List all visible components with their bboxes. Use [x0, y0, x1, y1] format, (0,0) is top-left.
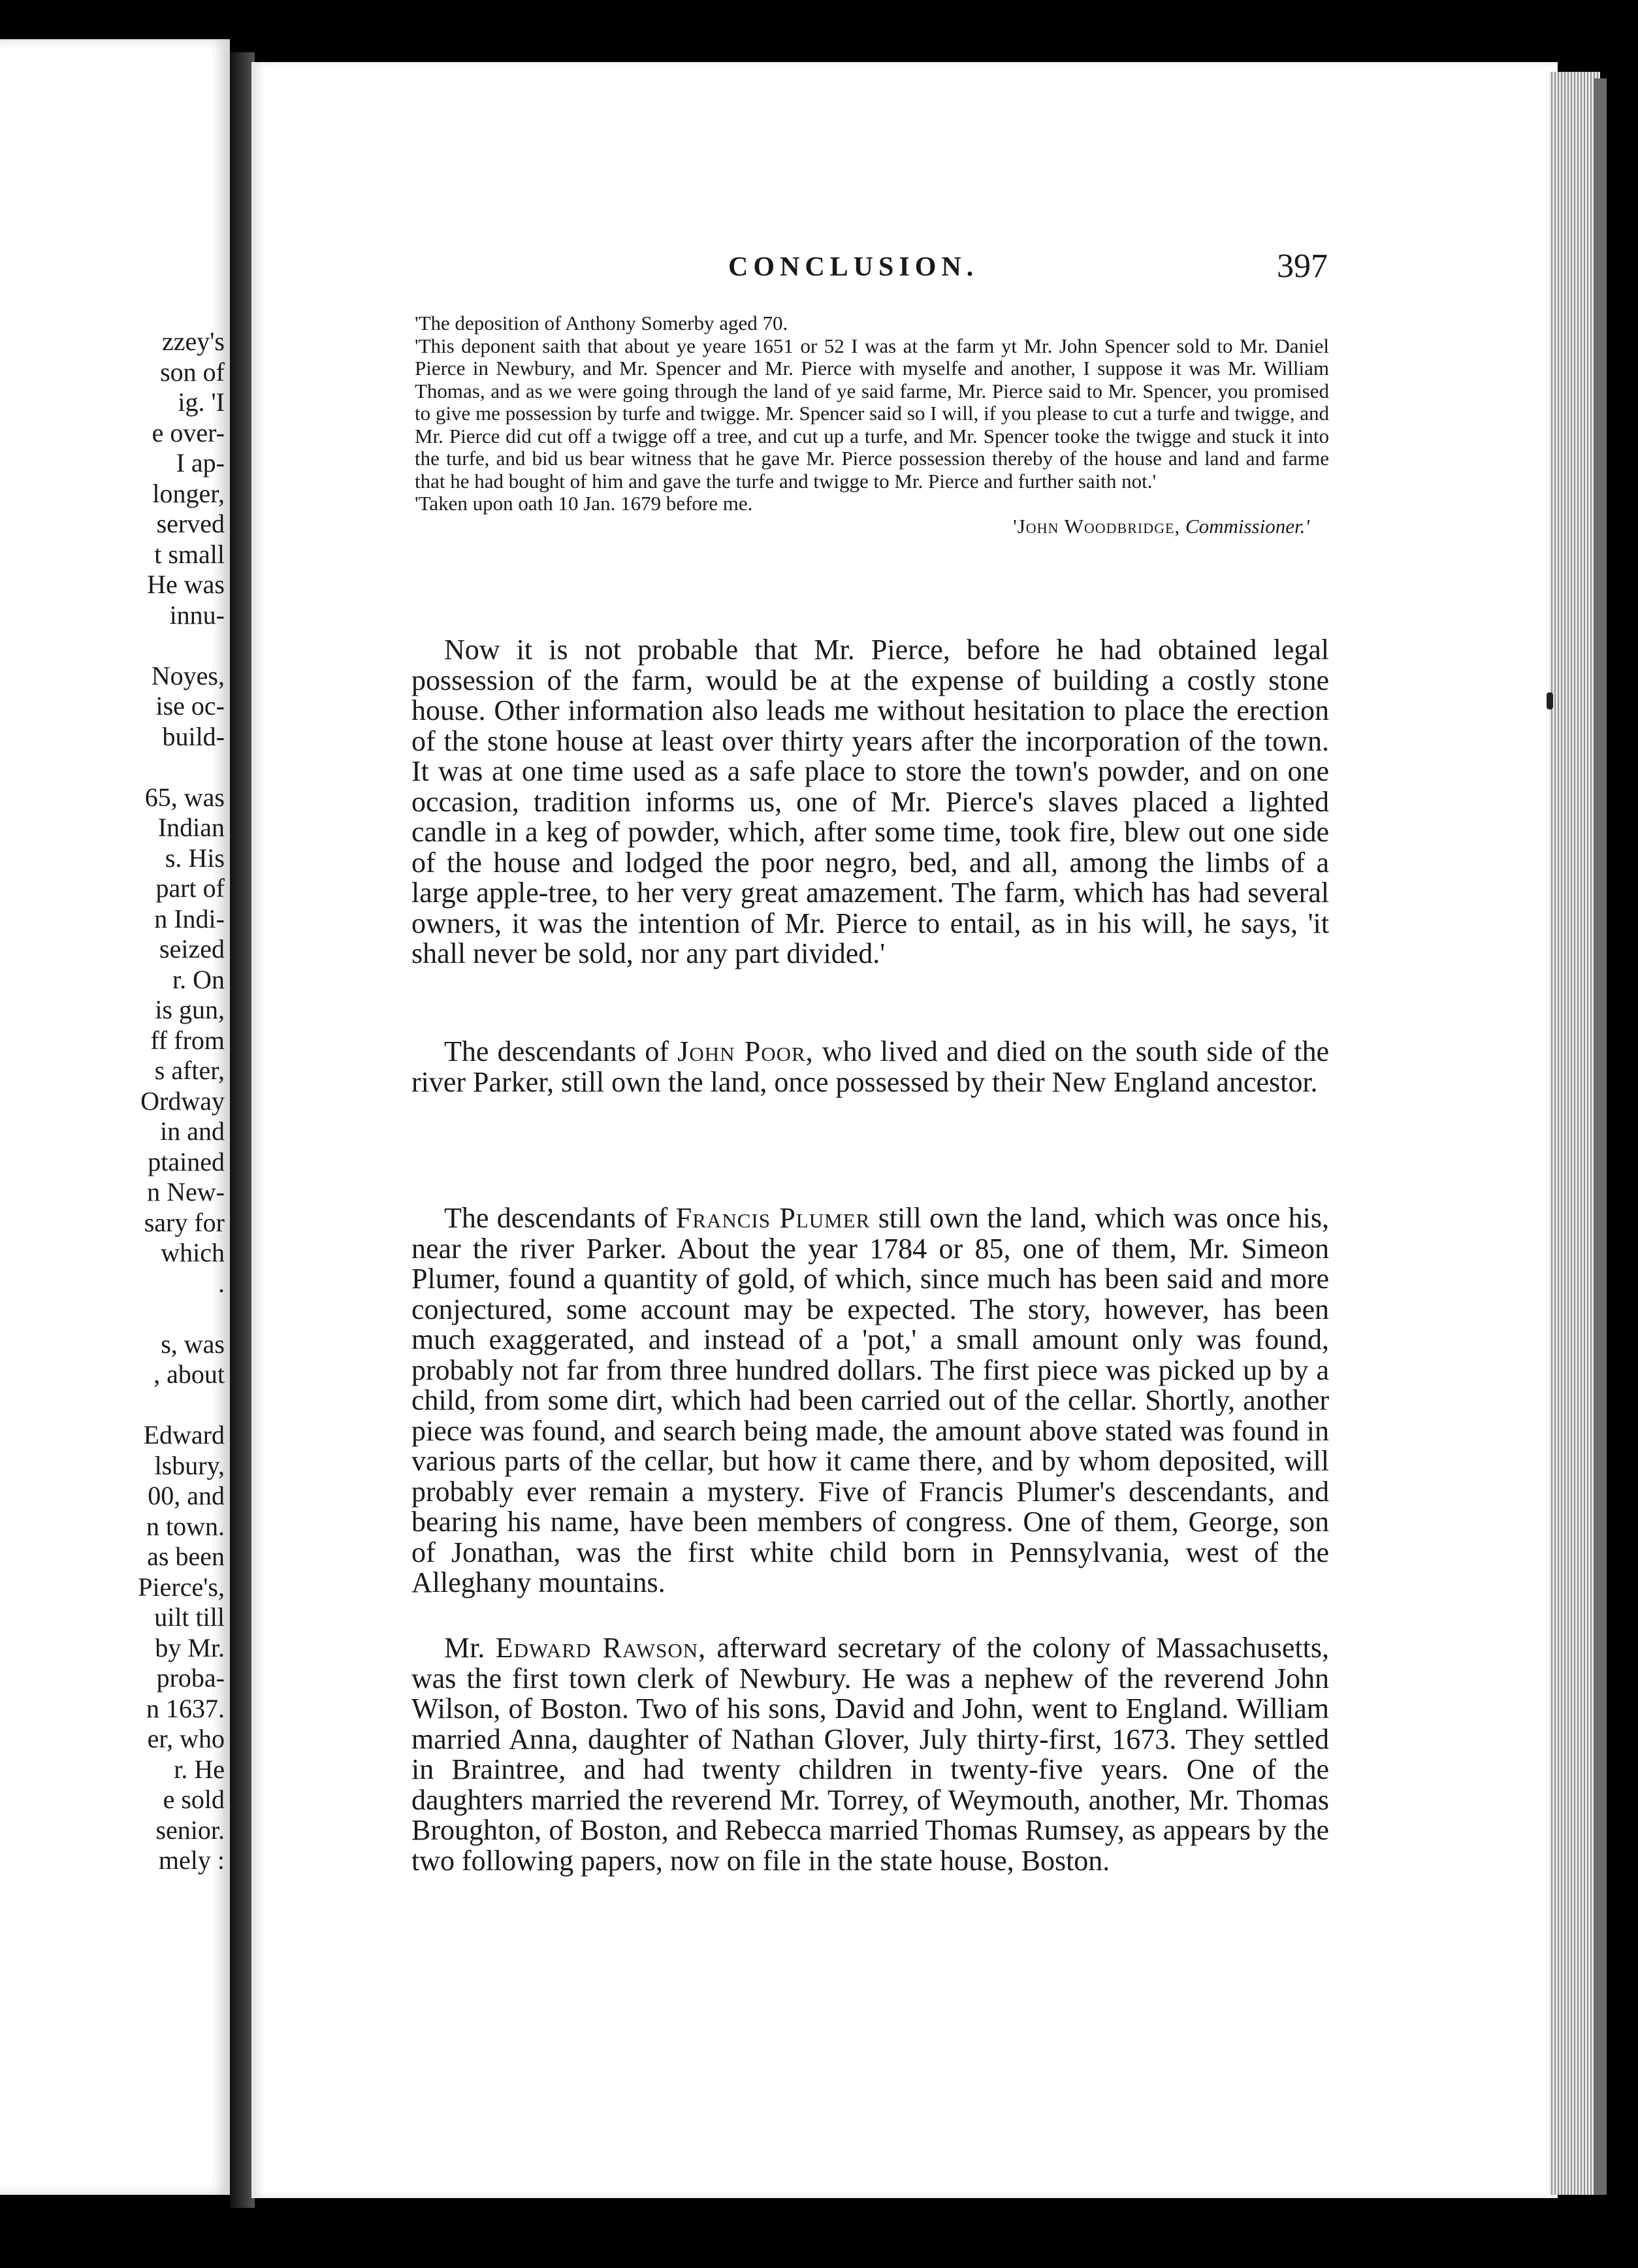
p3-name: Francis Plumer: [675, 1202, 871, 1234]
facing-page-line: t small: [154, 539, 225, 569]
page-edges-shadow: [1594, 78, 1607, 2195]
facing-page-line: , about: [153, 1359, 225, 1389]
facing-page-line: build-: [162, 721, 225, 751]
facing-page-line: r. On: [172, 964, 225, 994]
facing-page-line: Ordway: [140, 1086, 225, 1116]
facing-page-line: uilt till: [154, 1602, 225, 1632]
facing-page-line: by Mr.: [155, 1632, 225, 1662]
facing-page-line: n 1637.: [146, 1693, 225, 1723]
signer-name: 'John Woodbridge,: [1013, 514, 1181, 538]
facing-page-line: er, who: [147, 1724, 225, 1753]
deposition-quote: [415, 312, 1329, 538]
deposition-signature: [415, 515, 1329, 538]
facing-page-line: Pierce's,: [138, 1572, 225, 1602]
facing-page-line: zzey's: [161, 327, 225, 356]
facing-page-line: served: [156, 509, 225, 538]
p4-name: Edward Rawson,: [495, 1632, 707, 1664]
facing-page-line: in and: [160, 1116, 225, 1146]
edge-mark: [1547, 692, 1553, 709]
deposition-sworn-line: 'Taken upon oath 10 Jan. 1679 before me.: [415, 492, 753, 515]
facing-page-line: ff from: [150, 1025, 225, 1055]
p2-lead: The descendants of: [444, 1035, 669, 1067]
facing-page-line: ig. 'I: [178, 387, 225, 417]
facing-page-line: Indian: [157, 813, 225, 842]
facing-page-line: e sold: [163, 1785, 225, 1814]
p3-rest: still own the land, which was once his, near the river Parker. About the year 1784 or 85, one of them, Mr. Simeon Plumer, found a quantity of gold, of which, since much has been said and more conjectured, some account may be expected. The story, however, has been much exaggerated, and instead of a 'pot,' a small amount only was found, probably not far from three hundred dollars. The first piece was picked up by a child, from some dirt, which had been carried out of the cellar. Shortly, another piece was found, and search being made, the amount above stated was found in various parts of the cellar, but how it came there, and by whom deposited, will probably ever remain a mystery. Five of Francis Plumer's descendants, and bearing his name, have been members of congress. One of them, George, son of Jonathan, was the first white child born in Pennsylvania, west of the Alleghany mountains.: [411, 1202, 1330, 1598]
facing-page-line: is gun,: [155, 995, 225, 1024]
facing-page-line: s after,: [154, 1056, 225, 1085]
facing-page-line: ptained: [148, 1146, 225, 1176]
p3-lead: The descendants of: [444, 1202, 668, 1234]
p4-lead: Mr.: [444, 1632, 485, 1664]
facing-page-line: part of: [155, 873, 225, 903]
facing-page-line: r. He: [174, 1754, 225, 1784]
page-number: 397: [1277, 248, 1328, 285]
facing-page-line: Noyes,: [151, 660, 225, 690]
facing-page-line: lsbury,: [154, 1450, 225, 1480]
facing-page-line: n Indi-: [154, 903, 225, 933]
facing-page-line: longer,: [152, 478, 225, 508]
facing-page-line: ise oc-: [155, 691, 225, 721]
deposition-body: 'This deponent saith that about ye yeare 1651 or 52 I was at the farm yt Mr. John Spencer sold to Mr. Daniel Pierce in Newbury, and Mr. Spencer and Mr. Pierce with myselfe and another, I suppose it was Mr. William Thomas, and as we were going through the land of ye said farme, Mr. Pierce said to Mr. Spencer, you promised to give me possession by turfe and twigge. Mr. Spencer said so I will, if you please to cut a turfe and twigge, and Mr. Pierce did cut off a twigge off a tree, and cut up a turfe, and Mr. Spencer tooke the twigge and stuck it into the turfe, and bid us bear witness that he gave Mr. Pierce possession thereby of the house and land and farme that he had bought of him and gave the turfe and twigge to Mr. Pierce and further saith not.': [415, 334, 1329, 493]
facing-page-line: son of: [160, 357, 225, 387]
facing-page-line: seized: [159, 934, 225, 964]
facing-page-line: n New-: [147, 1177, 225, 1207]
facing-page-fragment: [0, 39, 230, 2195]
page-edges: [1549, 72, 1600, 2195]
p4-rest: afterward secretary of the colony of Massachusetts, was the first town clerk of Newbury. He was a nephew of the reverend John Wilson, of Boston. Two of his sons, David and John, went to England. William married Anna, daughter of Nathan Glover, July thirty-first, 1673. They settled in Braintree, and had twenty children in twenty-five years. One of the daughters married the reverend Mr. Torrey, of Weymouth, another, Mr. Thomas Broughton, of Boston, and Rebecca married Thomas Rumsey, as appears by the two following papers, now on file in the state house, Boston.: [411, 1632, 1330, 1877]
facing-page-line: He was: [147, 570, 225, 599]
paragraph-john-poor: [411, 1037, 1329, 1097]
signer-title: Commissioner.': [1185, 514, 1309, 538]
p2-rest: who lived and died on the south side of the river Parker, still own the land, once possessed by their New England ancestor.: [411, 1035, 1330, 1098]
facing-page-line: s. His: [165, 843, 225, 873]
facing-page-line: mely :: [158, 1845, 225, 1875]
paragraph-stone-house: Now it is not probable that Mr. Pierce, before he had obtained legal possession of the farm, would be at the expense of building a costly stone house. Other information also leads me without hesitation to place the erection of the stone house at least over thirty years after the incorporation of the town. It was at one time used as a safe place to store the town's powder, and on one occasion, tradition informs us, one of Mr. Pierce's slaves placed a lighted candle in a keg of powder, which, after some time, took fire, blew out one side of the house and lodged the poor negro, bed, and all, among the limbs of a large apple-tree, to her very great amazement. The farm, which has had several owners, it was the intention of Mr. Pierce to entail, as in his will, he says, 'it shall never be sold, nor any part divided.': [411, 634, 1329, 969]
facing-page-line: e over-: [152, 417, 225, 447]
facing-page-line: innu-: [169, 600, 225, 630]
facing-page-line: I ap-: [176, 448, 225, 478]
facing-page-line: 00, and: [148, 1481, 225, 1510]
deposition-title: 'The deposition of Anthony Somerby aged 70.: [415, 312, 788, 334]
facing-page-line: n town.: [146, 1511, 225, 1541]
paragraph-edward-rawson: [411, 1633, 1329, 1876]
facing-page-line: 65, was: [144, 782, 225, 812]
paragraph-francis-plumer: [411, 1203, 1329, 1598]
running-head: CONCLUSION.: [728, 252, 979, 282]
facing-page-line: Edward: [143, 1420, 225, 1450]
p2-name: John Poor,: [677, 1035, 814, 1067]
facing-page-line: .: [218, 1268, 225, 1298]
facing-page-line: senior.: [155, 1815, 225, 1845]
facing-page-line: s, was: [161, 1329, 225, 1359]
facing-page-line: proba-: [156, 1663, 225, 1693]
facing-page-line: as been: [147, 1542, 225, 1571]
facing-page-line: sary for: [144, 1207, 225, 1237]
facing-page-line: which: [161, 1238, 225, 1267]
